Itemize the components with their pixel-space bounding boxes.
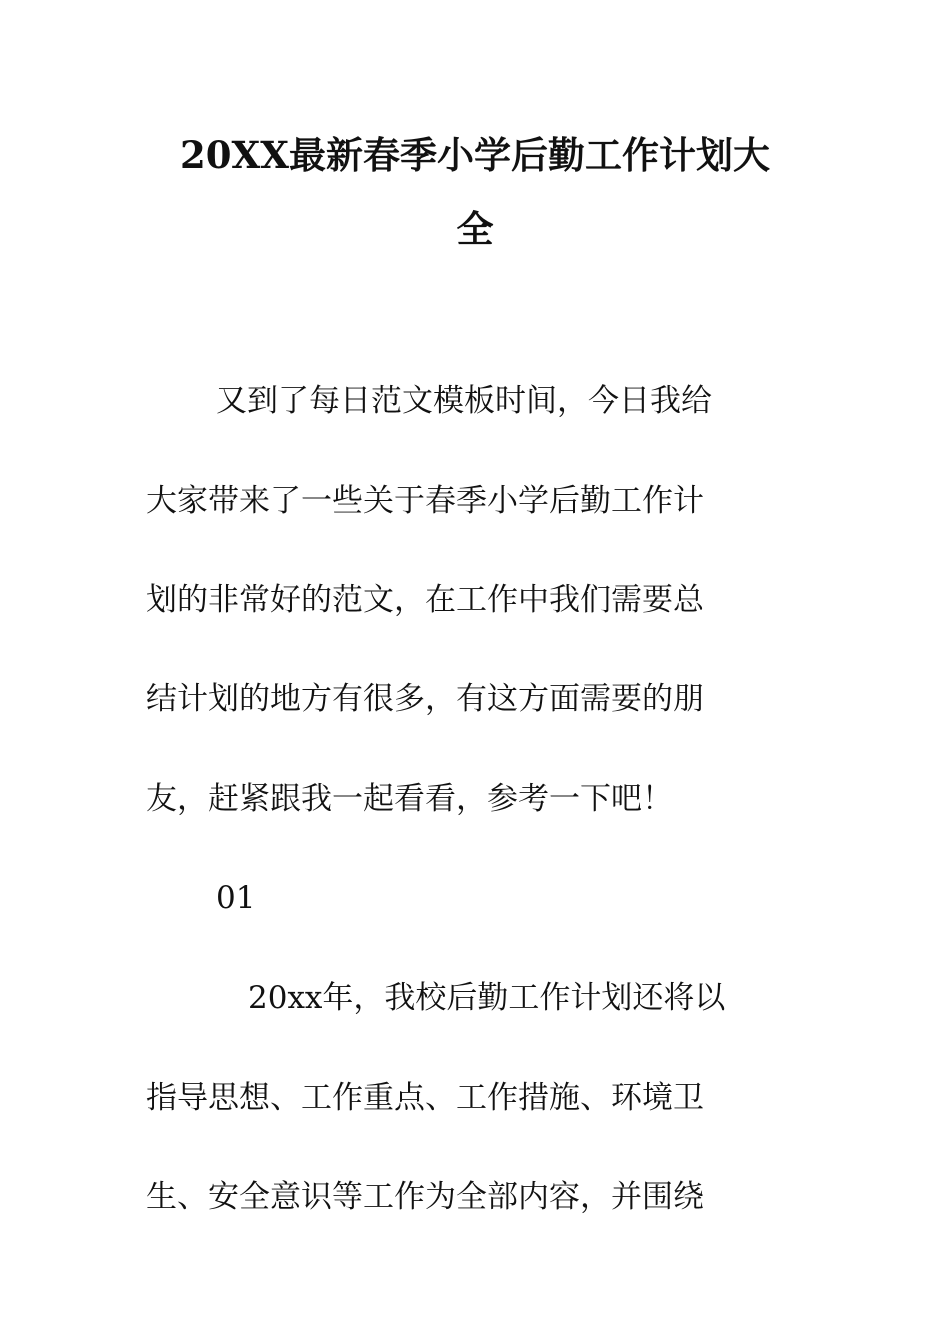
body-line-6: 20xx年，我校后勤工作计划还将以 (248, 980, 726, 1016)
document-title-line-1: 20XX最新春季小学后勤工作计划大 (180, 133, 770, 177)
body-line-5: 友，赶紧跟我一起看看，参考一下吧！ (146, 781, 673, 817)
body-line-7: 指导思想、工作重点、工作措施、环境卫 (146, 1080, 704, 1116)
section-number: 01 (216, 880, 256, 916)
body-line-2: 大家带来了一些关于春季小学后勤工作计 (146, 483, 704, 519)
body-line-3: 划的非常好的范文，在工作中我们需要总 (146, 582, 704, 618)
document-title-line-2: 全 (456, 207, 494, 251)
body-line-4: 结计划的地方有很多，有这方面需要的朋 (146, 681, 704, 717)
body-line-8: 生、安全意识等工作为全部内容，并围绕 (146, 1179, 704, 1215)
body-line-1: 又到了每日范文模板时间，今日我给 (216, 383, 712, 419)
